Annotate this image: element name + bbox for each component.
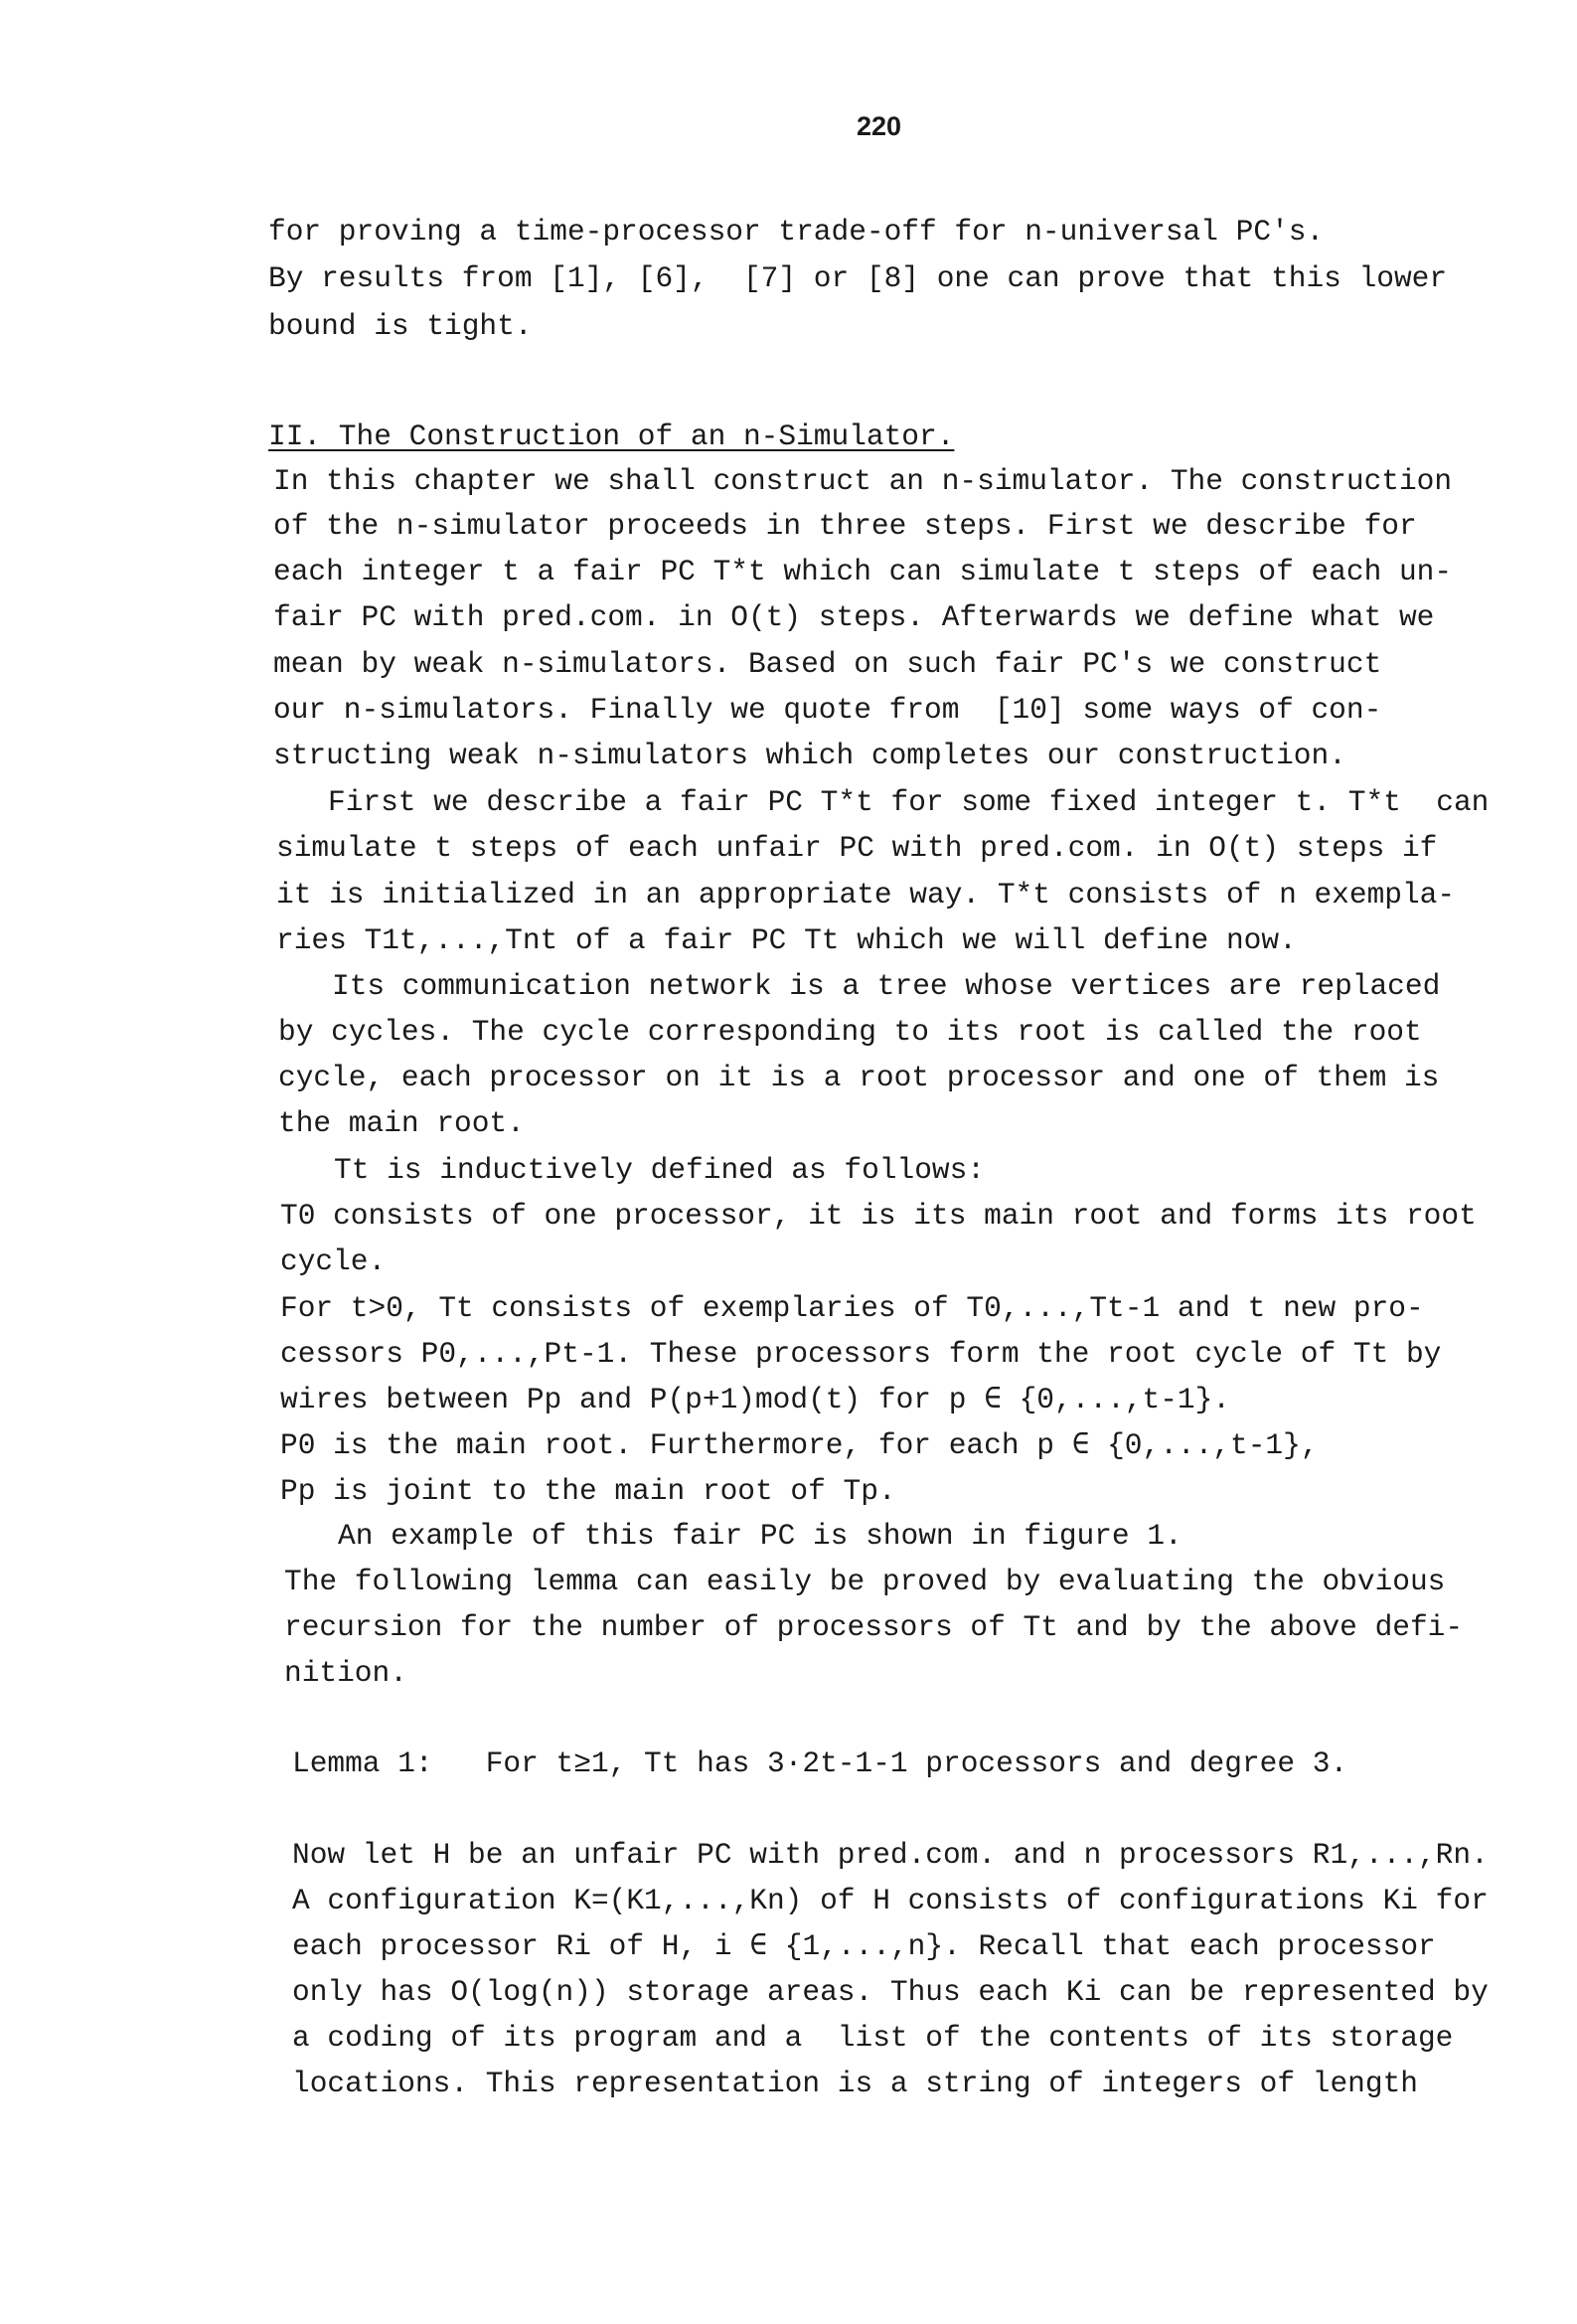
page-number: 220 (857, 111, 902, 141)
text-line: only has O(log(n)) storage areas. Thus each Ki can be represented by (292, 1975, 1489, 2009)
text-line: our n-simulators. Finally we quote from [10] some ways of con- (273, 693, 1382, 727)
text-line: of the n-simulator proceeds in three steps. First we describe for (273, 509, 1417, 543)
text-line: By results from [1], [6], [7] or [8] one can prove that this lower (268, 261, 1448, 295)
text-line: T0 consists of one processor, it is its main root and forms its root (280, 1199, 1477, 1233)
text-line: cessors P0,...,Pt-1. These processors form the root cycle of Tt by (280, 1337, 1442, 1371)
text-line: In this chapter we shall construct an n-simulator. The construction (273, 464, 1453, 498)
text-line: The following lemma can easily be proved by evaluating the obvious (284, 1565, 1446, 1598)
text-line: bound is tight. (268, 309, 533, 343)
text-line: For t>0, Tt consists of exemplaries of T0,...,Tt-1 and t new pro- (280, 1291, 1424, 1325)
text-line: structing weak n-simulators which completes our construction. (273, 739, 1346, 772)
text-line: fair PC with pred.com. in O(t) steps. Afterwards we define what we (273, 600, 1435, 634)
section-heading: II. The Construction of an n-Simulator. (268, 419, 955, 453)
text-line: Tt is inductively defined as follows: (334, 1153, 986, 1187)
text-line: locations. This representation is a string of integers of length (292, 2067, 1418, 2100)
text-line: a coding of its program and a list of the contents of its storage (292, 2021, 1454, 2055)
text-line: nition. (284, 1656, 407, 1690)
text-line: ries T1t,...,Tnt of a fair PC Tt which we will define now. (276, 923, 1297, 957)
text-line: the main root. (278, 1106, 525, 1140)
text-line: it is initialized in an appropriate way. T*t consists of n exempla- (276, 878, 1456, 912)
text-line: each processor Ri of H, i ∈ {1,...,n}. Recall that each processor (292, 1929, 1436, 1963)
text-line: An example of this fair PC is shown in figure 1. (338, 1519, 1183, 1553)
text-line: recursion for the number of processors of Tt and by the above defi- (284, 1610, 1464, 1644)
text-line: P0 is the main root. Furthermore, for each p ∈ {0,...,t-1}, (280, 1428, 1319, 1462)
text-line: Its communication network is a tree whose vertices are replaced (332, 969, 1441, 1003)
text-line: A configuration K=(K1,...,Kn) of H consists of configurations Ki for (292, 1884, 1489, 1917)
text-line: each integer t a fair PC T*t which can simulate t steps of each un- (273, 555, 1453, 588)
text-line: simulate t steps of each unfair PC with pred.com. in O(t) steps if (276, 831, 1438, 865)
text-line: cycle. (280, 1245, 387, 1278)
text-line: cycle, each processor on it is a root processor and one of them is (278, 1061, 1440, 1094)
text-line: First we describe a fair PC T*t for some fixed integer t. T*t can (328, 785, 1490, 819)
text-line: Now let H be an unfair PC with pred.com. and n processors R1,...,Rn. (292, 1838, 1489, 1872)
text-line: mean by weak n-simulators. Based on such fair PC's we construct (273, 647, 1382, 681)
text-line: wires between Pp and P(p+1)mod(t) for p ∈ {0,...,t-1}. (280, 1383, 1231, 1416)
lemma-statement: Lemma 1: For t≥1, Tt has 3·2t-1-1 processors and degree 3. (292, 1746, 1348, 1780)
text-line: Pp is joint to the main root of Tp. (280, 1474, 896, 1508)
text-line: for proving a time-processor trade-off for n-universal PC's. (268, 215, 1325, 249)
text-line: by cycles. The cycle corresponding to its root is called the root (278, 1015, 1422, 1049)
